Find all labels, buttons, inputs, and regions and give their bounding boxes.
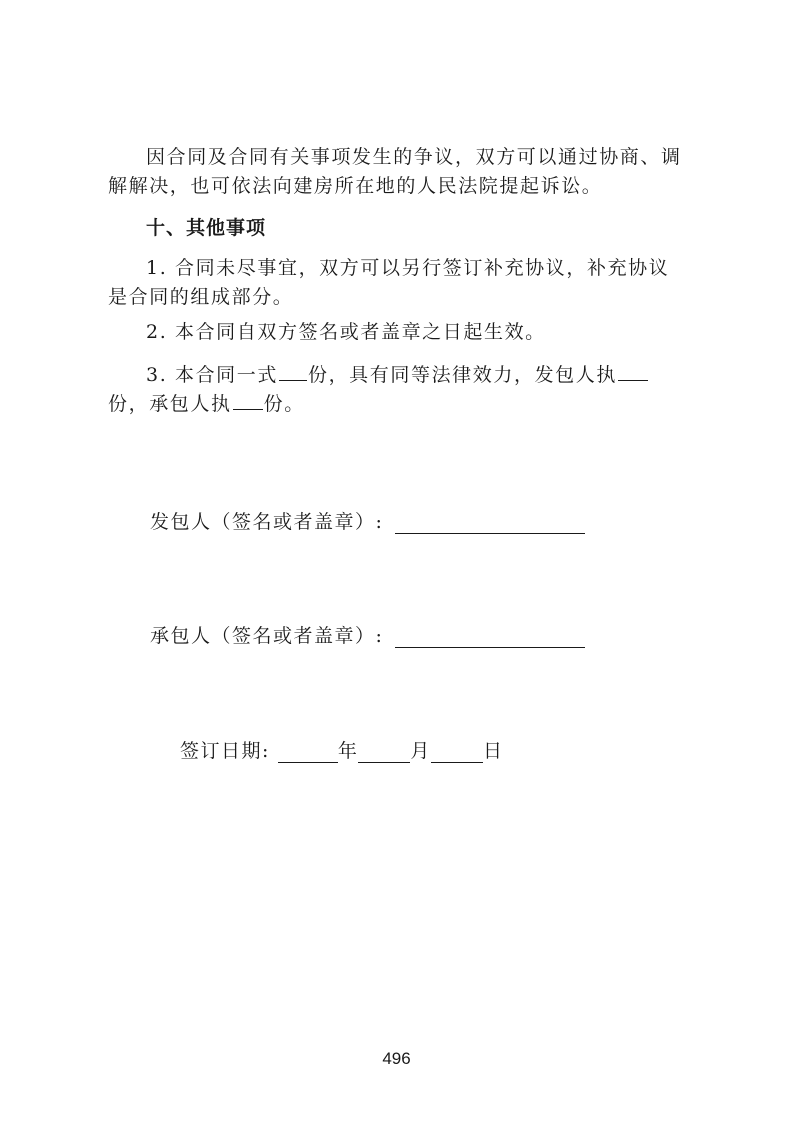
year-blank[interactable] <box>278 742 338 763</box>
signing-date-row <box>180 736 503 763</box>
month-label: 月 <box>410 740 431 762</box>
clause-item-3-part4: 份。 <box>263 393 305 415</box>
year-label: 年 <box>337 740 359 762</box>
section-heading: 十、其他事项 <box>146 217 267 239</box>
signing-date-label: 签订日期: <box>180 740 270 762</box>
contractor-copies-blank[interactable] <box>233 391 263 410</box>
clause-item-2: 2. 本合同自双方签名或者盖章之日起生效。 <box>146 321 546 343</box>
page-number: 496 <box>382 1049 411 1068</box>
copies-total-blank[interactable] <box>279 362 307 381</box>
employer-signature-row <box>150 507 585 534</box>
day-label: 日 <box>482 740 504 762</box>
month-blank[interactable] <box>358 742 410 763</box>
clause-item-1: 1. 合同未尽事宜，双方可以另行签订补充协议，补充协议是合同的组成部分。 <box>108 257 670 308</box>
contractor-signature-label: 承包人（签名或者盖章）: <box>150 625 384 647</box>
contractor-signature-line[interactable] <box>395 627 585 648</box>
contractor-signature-row <box>150 621 585 648</box>
employer-copies-blank[interactable] <box>618 362 648 381</box>
day-blank[interactable] <box>431 742 483 763</box>
clause-item-3-part2: 份，具有同等法律效力，发包人执 <box>307 364 617 386</box>
employer-signature-label: 发包人（签名或者盖章）: <box>150 511 384 533</box>
clause-item-3-part1: 3. 本合同一式 <box>146 364 278 386</box>
clause-item-3 <box>108 361 688 419</box>
employer-signature-line[interactable] <box>395 513 585 534</box>
dispute-resolution-paragraph: 因合同及合同有关事项发生的争议，双方可以通过协商、调解解决，也可依法向建房所在地的人民法院提起诉讼。 <box>108 146 682 197</box>
clause-item-3-part3: 份，承包人执 <box>108 393 232 415</box>
